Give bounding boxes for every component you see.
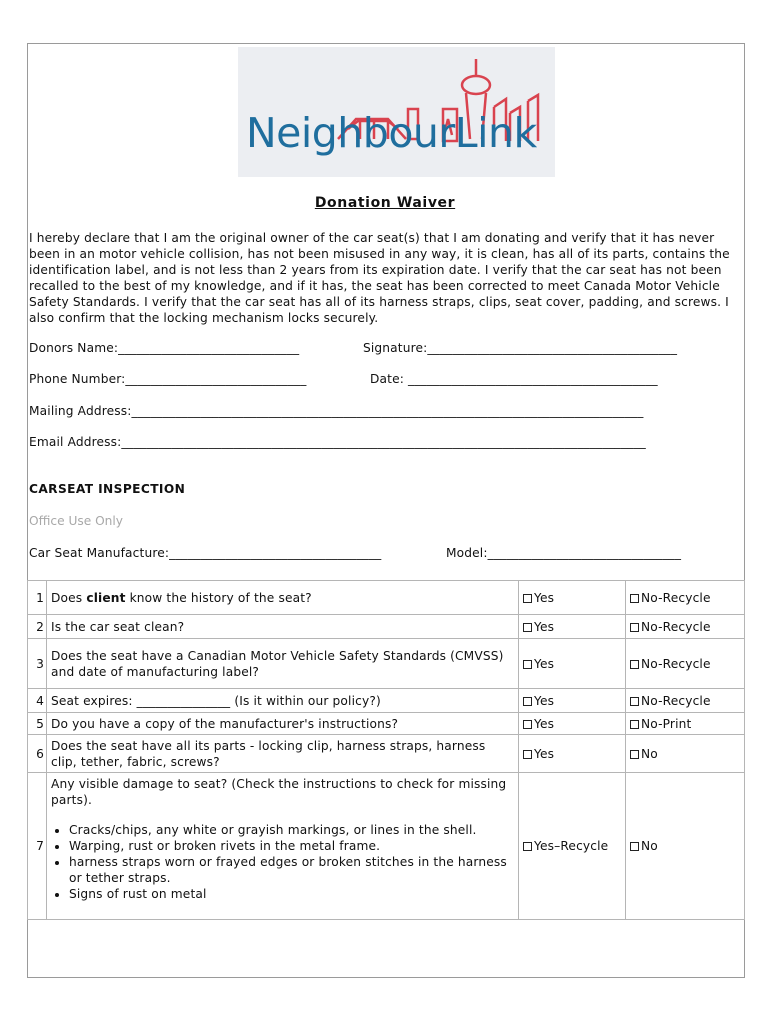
date-field[interactable]: Date: ________________________________________ bbox=[370, 372, 658, 386]
office-use-label: Office Use Only bbox=[29, 514, 124, 528]
question-text bbox=[47, 639, 519, 689]
yes-label: Yes bbox=[534, 619, 555, 634]
checkbox-icon[interactable] bbox=[523, 720, 532, 729]
question-text bbox=[47, 773, 519, 920]
signature-field[interactable]: Signature:________________________________________ bbox=[363, 341, 678, 355]
question-text bbox=[47, 581, 519, 615]
question-text-start: Do you have a copy of the manufacturer's instructions? bbox=[51, 716, 399, 731]
question-number: 3 bbox=[28, 639, 47, 689]
checkbox-icon[interactable] bbox=[523, 697, 532, 706]
no-option[interactable] bbox=[626, 581, 745, 615]
car-seat-manufacture-field[interactable]: Car Seat Manufacture:__________________________________ bbox=[29, 546, 382, 560]
no-label: No-Recycle bbox=[641, 693, 711, 708]
checkbox-icon[interactable] bbox=[630, 697, 639, 706]
yes-option[interactable] bbox=[519, 773, 626, 920]
question-text-start: Does bbox=[51, 590, 87, 605]
page-title: Donation Waiver bbox=[314, 195, 456, 211]
damage-checklist bbox=[51, 822, 514, 902]
question-text-end: know the history of the seat? bbox=[125, 590, 312, 605]
no-label: No bbox=[641, 839, 658, 853]
checkbox-icon[interactable] bbox=[630, 842, 639, 851]
no-label: No-Print bbox=[641, 716, 692, 731]
question-number: 7 bbox=[28, 773, 47, 920]
no-option[interactable] bbox=[626, 735, 745, 773]
question-intro: Any visible damage to seat? (Check the instructions to check for missing parts). bbox=[51, 777, 507, 807]
list-item: • Signs of rust on metal bbox=[69, 886, 514, 902]
yes-option[interactable] bbox=[519, 615, 626, 639]
email-address-field[interactable]: Email Address:____________________________________________________________________________________ bbox=[29, 435, 646, 449]
yes-option[interactable] bbox=[519, 689, 626, 713]
question-text-emphasis: client bbox=[86, 590, 126, 605]
no-option[interactable] bbox=[626, 689, 745, 713]
yes-option[interactable] bbox=[519, 735, 626, 773]
neighbourlink-logo bbox=[238, 47, 555, 177]
question-text-start: Is the car seat clean? bbox=[51, 619, 185, 634]
checkbox-icon[interactable] bbox=[630, 623, 639, 632]
question-text-start: Seat expires: _______________ (Is it within our policy?) bbox=[51, 693, 381, 708]
list-item: • Warping, rust or broken rivets in the metal frame. bbox=[69, 838, 514, 854]
yes-option[interactable] bbox=[519, 713, 626, 735]
table-row bbox=[28, 713, 745, 735]
yes-label: Yes bbox=[534, 693, 555, 708]
question-text bbox=[47, 689, 519, 713]
table-row bbox=[28, 735, 745, 773]
mailing-address-field[interactable]: Mailing Address:__________________________________________________________________________________ bbox=[29, 404, 644, 418]
question-number: 4 bbox=[28, 689, 47, 713]
inspection-table bbox=[27, 580, 745, 920]
list-item: • harness straps worn or frayed edges or broken stitches in the harness or tether straps. bbox=[69, 854, 514, 886]
question-number: 2 bbox=[28, 615, 47, 639]
checkbox-icon[interactable] bbox=[630, 594, 639, 603]
yes-label: Yes bbox=[534, 656, 555, 671]
table-row bbox=[28, 689, 745, 713]
question-text-start: Does the seat have all its parts - locking clip, harness straps, harness clip, tether, fabric, screws? bbox=[51, 738, 486, 769]
no-option[interactable] bbox=[626, 773, 745, 920]
yes-option[interactable] bbox=[519, 581, 626, 615]
question-text-start: Does the seat have a Canadian Motor Vehicle Safety Standards (CMVSS) and date of manufacturing label? bbox=[51, 648, 504, 679]
yes-label: Yes bbox=[534, 746, 555, 761]
table-row bbox=[28, 639, 745, 689]
no-option[interactable] bbox=[626, 639, 745, 689]
checkbox-icon[interactable] bbox=[523, 660, 532, 669]
donors-name-field[interactable]: Donors Name:_____________________________ bbox=[29, 341, 300, 355]
no-label: No-Recycle bbox=[641, 656, 711, 671]
yes-label: Yes bbox=[534, 716, 555, 731]
table-row bbox=[28, 773, 745, 920]
section-title: CARSEAT INSPECTION bbox=[29, 482, 186, 496]
no-option[interactable] bbox=[626, 713, 745, 735]
logo-wordmark: NeighbourLink bbox=[246, 109, 537, 157]
model-field[interactable]: Model:_______________________________ bbox=[446, 546, 682, 560]
question-text bbox=[47, 615, 519, 639]
yes-option[interactable] bbox=[519, 639, 626, 689]
declaration-text: I hereby declare that I am the original owner of the car seat(s) that I am donating and verify that it has never been in an motor vehicle collision, has not been misused in any way, it is clean, has all of its parts, contains the identification label, and is not less than 2 years from its expiration date. I verify that the car seat has not been recalled to the best of my knowledge, and if it has, the seat has been corrected to meet Canada Motor Vehicle Safety Standards. I verify that the car seat has all of its harness straps, clips, seat cover, padding, and screws. I also confirm that the locking mechanism locks securely. bbox=[29, 231, 730, 325]
checkbox-icon[interactable] bbox=[523, 750, 532, 759]
question-number: 6 bbox=[28, 735, 47, 773]
no-label: No bbox=[641, 746, 658, 761]
table-row bbox=[28, 581, 745, 615]
table-row bbox=[28, 615, 745, 639]
question-number: 1 bbox=[28, 581, 47, 615]
checkbox-icon[interactable] bbox=[630, 750, 639, 759]
checkbox-icon[interactable] bbox=[523, 594, 532, 603]
list-item: • Cracks/chips, any white or grayish markings, or lines in the shell. bbox=[69, 822, 514, 838]
no-label: No-Recycle bbox=[641, 590, 711, 605]
no-option[interactable] bbox=[626, 615, 745, 639]
phone-number-field[interactable]: Phone Number:_____________________________ bbox=[29, 372, 307, 386]
checkbox-icon[interactable] bbox=[523, 842, 532, 851]
question-text bbox=[47, 735, 519, 773]
question-text bbox=[47, 713, 519, 735]
checkbox-icon[interactable] bbox=[630, 660, 639, 669]
yes-label: Yes bbox=[534, 590, 555, 605]
yes-label: Yes–Recycle bbox=[534, 839, 609, 853]
checkbox-icon[interactable] bbox=[630, 720, 639, 729]
question-number: 5 bbox=[28, 713, 47, 735]
checkbox-icon[interactable] bbox=[523, 623, 532, 632]
no-label: No-Recycle bbox=[641, 619, 711, 634]
